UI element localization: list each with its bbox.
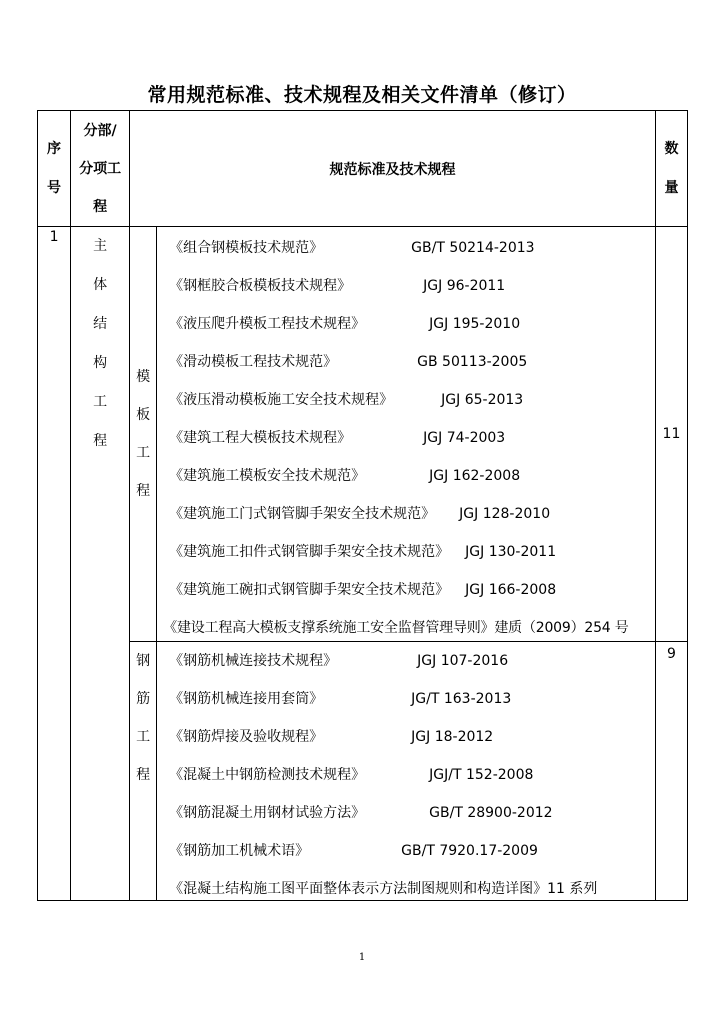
group-items-rebar [157,642,656,901]
standard-name: 《钢筋加工机械术语》 [169,843,310,859]
standard-code: JGJ 18-2012 [411,729,494,745]
standard-code: GB/T 28900-2012 [429,805,553,821]
list-item [169,383,655,421]
list-item [169,758,655,796]
standard-name: 《组合钢模板技术规范》 [169,240,324,256]
standard-code: JGJ 107-2016 [417,653,509,669]
row-seq [38,227,71,901]
table-header-row [38,111,688,227]
standard-name: 《钢筋机械连接用套筒》 [169,691,324,707]
standard-name: 《建设工程高大模板支撑系统施工安全监督管理导则》建质（2009）254 号 [163,620,629,636]
group-label-char: 筋 [136,691,151,707]
list-item [169,720,655,758]
group-label-char: 程 [136,767,151,783]
division-char: 结 [93,316,108,332]
group-items-formwork [157,227,656,642]
header-qty [655,111,687,227]
standard-code: JGJ/T 152-2008 [429,767,534,783]
division-char: 构 [93,355,108,371]
group-label-formwork [130,227,157,642]
standard-name: 《建筑工程大模板技术规程》 [169,430,352,446]
header-seq-line: 号 [47,179,62,196]
division-cell [71,227,130,901]
group-label-char: 程 [136,483,151,499]
standard-code: GB 50113-2005 [417,354,528,370]
page-number: 1 [358,952,366,963]
standard-code: JG/T 163-2013 [411,691,512,707]
header-part-line: 分部/ [83,122,117,139]
header-seq-line: 序 [47,140,62,157]
group-label-char: 钢 [136,653,151,669]
header-part-line: 程 [93,198,108,215]
group-count-rebar: 9 [655,642,687,901]
header-qty-line: 数 [664,140,679,157]
list-item [169,231,655,269]
header-part-line: 分项工 [79,160,122,177]
standard-code: GB/T 50214-2013 [411,240,535,256]
header-part [71,111,130,227]
standard-name: 《建筑施工门式钢管脚手架安全技术规范》 [169,506,436,522]
group-label-char: 板 [136,407,151,423]
group-label-rebar [130,642,157,901]
division-char: 工 [93,394,108,410]
list-item [169,535,655,573]
list-item [169,644,655,682]
standard-name: 《建筑施工扣件式钢管脚手架安全技术规范》 [169,544,450,560]
table-row [38,642,688,901]
division-char: 主 [93,238,108,254]
row-seq-value: 1 [49,229,59,245]
document-title: 常用规范标准、技术规程及相关文件清单（修订） [147,84,577,106]
standard-name: 《钢筋混凝土用钢材试验方法》 [169,805,366,821]
group-label-char: 模 [136,369,151,385]
group-label-char: 工 [136,729,151,745]
list-item [169,421,655,459]
standard-code: JGJ 96-2011 [423,278,506,294]
table-row [38,227,688,642]
standard-code: JGJ 195-2010 [429,316,521,332]
division-char: 程 [93,433,108,449]
standard-name: 《钢筋焊接及验收规程》 [169,729,324,745]
list-item [169,459,655,497]
list-item [169,796,655,834]
division-char: 体 [93,277,108,293]
standard-name: 《滑动模板工程技术规范》 [169,354,338,370]
list-item [169,834,655,872]
list-item [169,573,655,611]
standard-name: 《建筑施工碗扣式钢管脚手架安全技术规范》 [169,582,450,598]
standard-name: 《液压滑动模板施工安全技术规程》 [169,392,394,408]
standard-name: 《建筑施工模板安全技术规范》 [169,468,366,484]
standard-code: JGJ 162-2008 [429,468,521,484]
standard-code: JGJ 128-2010 [459,506,551,522]
group-count-formwork: 11 [655,227,687,642]
standard-name: 《混凝土结构施工图平面整体表示方法制图规则和构造详图》11 系列 [169,881,598,897]
standard-name: 《钢筋机械连接技术规程》 [169,653,338,669]
group-label-char: 工 [136,445,151,461]
standards-table [37,110,688,901]
standard-code: GB/T 7920.17-2009 [401,843,538,859]
header-standards: 规范标准及技术规程 [130,111,656,227]
list-item [169,682,655,720]
standard-name: 《液压爬升模板工程技术规程》 [169,316,366,332]
standard-code: JGJ 166-2008 [465,582,557,598]
standard-name: 《钢框胶合板模板技术规程》 [169,278,352,294]
standard-name: 《混凝土中钢筋检测技术规程》 [169,767,366,783]
standard-code: JGJ 130-2011 [465,544,557,560]
list-item [169,269,655,307]
standard-code: JGJ 74-2003 [423,430,506,446]
header-qty-line: 量 [664,179,679,196]
list-item [169,872,655,910]
list-item [169,497,655,535]
list-item [169,307,655,345]
standard-code: JGJ 65-2013 [441,392,524,408]
header-seq [38,111,71,227]
list-item [169,345,655,383]
